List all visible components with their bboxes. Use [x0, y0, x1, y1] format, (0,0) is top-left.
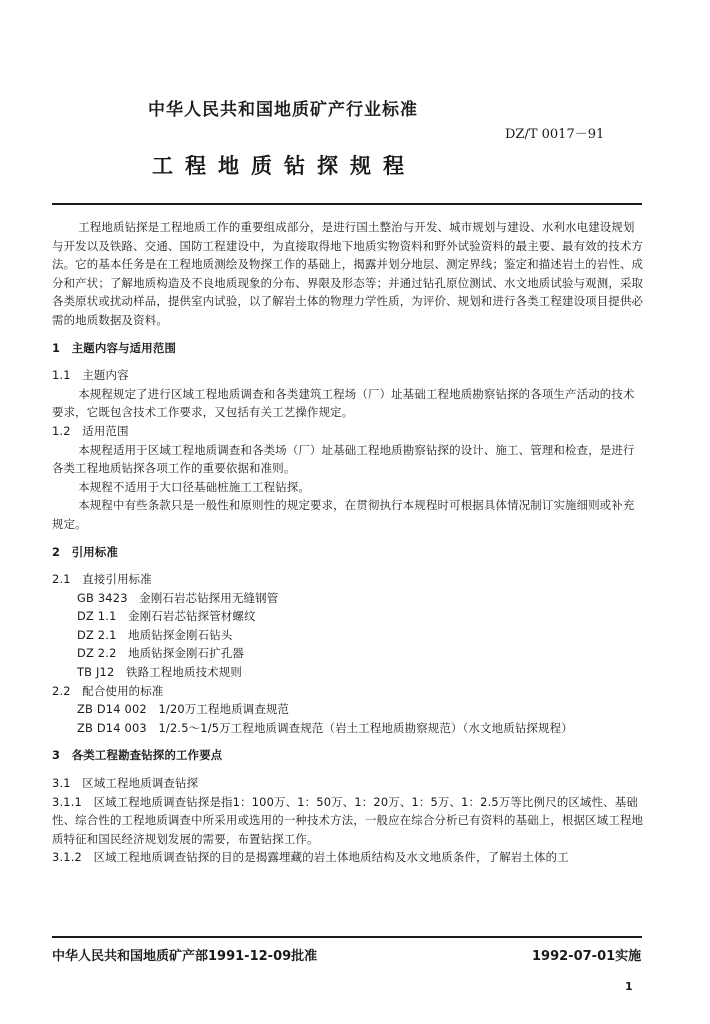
document-body — [52, 218, 644, 867]
section-1-2-heading: 1.2 适用范围 — [52, 423, 129, 438]
implementation-date: 1992-07-01实施 — [532, 949, 642, 964]
header-divider — [52, 203, 642, 205]
section-1-1-paragraph: 本规程规定了进行区域工程地质调查和各类建筑工程场（厂）址基础工程地质勘察钻探的各项生产活动的技术要求，它既包含技术工作要求，又包括有关工艺操作规定。 — [52, 386, 635, 420]
page-number: 1 — [625, 980, 633, 993]
section-1-2-paragraph-1: 本规程适用于区域工程地质调查和各类场（厂）址基础工程地质勘察钻探的设计、施工、管理和检查，是进行各类工程地质钻探各项工作的重要依据和准则。 — [52, 442, 635, 476]
intro-paragraph: 工程地质钻探是工程地质工作的重要组成部分，是进行国土整治与开发、城市规划与建设、水利水电建设规划与开发以及铁路、交通、国防工程建设中，为直接取得地下地质实物资料和野外试验资料的最主要、最有效的技术方法。它的基本任务是在工程地质测绘及物探工作的基础上，揭露并划分地层、测定界线；鉴定和描述岩土的岩性、成分和产状；了解地质构造及不良地质现象的分布、界限及形态等；并通过钻孔原位测试、水文地质试验与观测，采取各类原状或扰动样品，提供室内试验，以了解岩土体的物理力学性质，为评价、规划和进行各类工程建设项目提供必需的地质数据及资料。 — [52, 220, 644, 327]
section-3-1-2-paragraph: 3.1.2 区域工程地质调查钻探的目的是揭露埋藏的岩土体地质结构及水文地质条件，了解岩土体的工 — [52, 850, 569, 865]
standard-item: TB J12 铁路工程地质技术规则 — [77, 665, 242, 680]
standard-item: ZB D14 002 1/20万工程地质调查规范 — [77, 702, 290, 717]
section-3-1-1-paragraph: 3.1.1 区域工程地质调查钻探是指1：100万、1：50万、1：20万、1：5万、1：2.5万等比例尺的区域性、基础性、综合性的工程地质调查中所采用或选用的一种技术方法，一般应在综合分析已有资料的基础上，根据区域工程地质特征和国民经济规划发展的需要，布置钻探工作。 — [52, 794, 644, 846]
footer-divider — [52, 936, 642, 938]
section-3-1-heading: 3.1 区域工程地质调查钻探 — [52, 776, 199, 791]
standard-item: ZB D14 003 1/2.5～1/5万工程地质调查规范（岩土工程地质勘察规范）（水文地质钻探规程） — [77, 720, 573, 735]
section-1-2-paragraph-2: 本规程不适用于大口径基础桩施工工程钻探。 — [78, 479, 311, 494]
section-1-heading: 1 主题内容与适用范围 — [52, 340, 177, 355]
document-title: 工程地质钻探规程 — [152, 154, 416, 178]
approval-line: 中华人民共和国地质矿产部1991-12-09批准 — [52, 949, 318, 964]
standard-item: GB 3423 金刚石岩芯钻探用无缝钢管 — [77, 590, 279, 605]
standard-item: DZ 1.1 金刚石岩芯钻探管材螺纹 — [77, 609, 256, 624]
section-2-1-heading: 2.1 直接引用标准 — [52, 572, 152, 587]
standard-item: DZ 2.1 地质钻探金刚石钻头 — [77, 627, 233, 642]
section-3-heading: 3 各类工程勘查钻探的工作要点 — [52, 748, 223, 763]
standard-code: DZ/T 0017－91 — [505, 127, 605, 142]
section-1-2-paragraph-3: 本规程中有些条款只是一般性和原则性的规定要求，在贯彻执行本规程时可根据具体情况制订实施细则或补充规定。 — [52, 498, 635, 531]
standard-item: DZ 2.2 地质钻探金刚石扩孔器 — [77, 646, 245, 661]
section-1-1-heading: 1.1 主题内容 — [52, 368, 129, 383]
section-2-heading: 2 引用标准 — [52, 544, 119, 559]
section-2-2-heading: 2.2 配合使用的标准 — [52, 683, 164, 698]
industry-standard-header: 中华人民共和国地质矿产行业标准 — [148, 100, 418, 120]
